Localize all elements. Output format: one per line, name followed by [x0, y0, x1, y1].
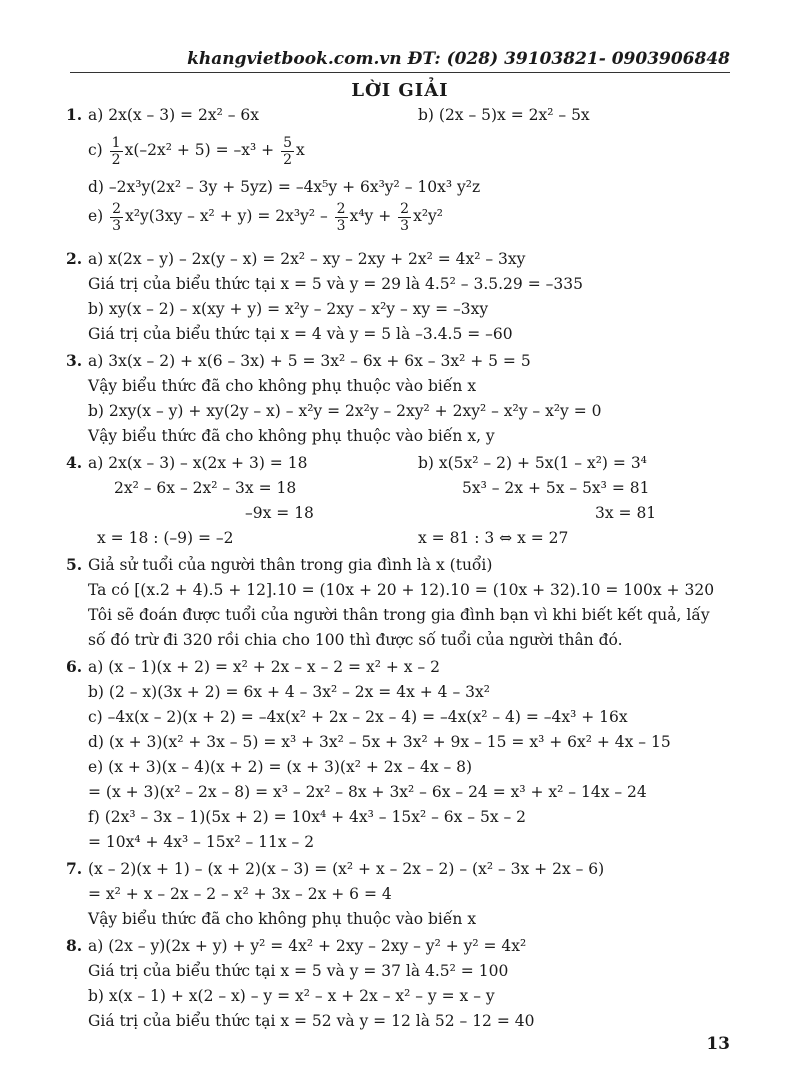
exercise-4b-line-2: 5x³ – 2x + 5x – 5x³ = 81	[462, 479, 650, 497]
exercise-1b: b) (2x – 5)x = 2x² – 5x	[418, 106, 590, 124]
exercise-1-number: 1.	[66, 105, 83, 124]
exercise-1c-tail: x	[296, 141, 305, 159]
fraction-numerator: 2	[336, 200, 346, 217]
exercise-7-number: 7.	[66, 859, 83, 878]
page-header: khangvietbook.com.vn ĐT: (028) 39103821- 0903906848	[187, 49, 730, 69]
fraction-numerator: 1	[111, 134, 121, 151]
fraction-denominator: 3	[112, 217, 122, 234]
exercise-4b-line-3: 3x = 81	[595, 504, 657, 522]
exercise-7-line-1: (x – 2)(x + 1) – (x + 2)(x – 3) = (x² + x – 2x – 2) – (x² – 3x + 2x – 6)	[88, 860, 605, 878]
exercise-8-line-3: b) x(x – 1) + x(2 – x) – y = x² – x + 2x – x² – y = x – y	[88, 987, 495, 1005]
exercise-3-line-3: b) 2xy(x – y) + xy(2y – x) – x²y = 2x²y – 2xy² + 2xy² – x²y – x²y = 0	[88, 402, 602, 420]
exercise-6f-line-2: = 10x⁴ + 4x³ – 15x² – 11x – 2	[88, 833, 315, 851]
exercise-3-line-1: a) 3x(x – 2) + x(6 – 3x) + 5 = 3x² – 6x + 6x – 3x² + 5 = 5	[88, 352, 531, 370]
exercise-1e-tail: x²y²	[413, 207, 444, 225]
fraction-1e-3	[398, 202, 411, 233]
exercise-2-line-1: a) x(2x – y) – 2x(y – x) = 2x² – xy – 2xy + 2x² = 4x² – 3xy	[88, 250, 526, 268]
exercise-8-number: 8.	[66, 936, 83, 955]
exercise-2-number: 2.	[66, 249, 83, 268]
fraction-numerator: 5	[283, 134, 293, 151]
exercise-6b: b) (2 – x)(3x + 2) = 6x + 4 – 3x² – 2x = 4x + 4 – 3x²	[88, 683, 490, 701]
exercise-4a-line-2: 2x² – 6x – 2x² – 3x = 18	[114, 479, 297, 497]
exercise-6e-line-2: = (x + 3)(x² – 2x – 8) = x³ – 2x² – 8x + 3x² – 6x – 24 = x³ + x² – 14x – 24	[88, 783, 647, 801]
fraction-denominator: 3	[336, 217, 346, 234]
exercise-1c	[88, 130, 305, 170]
exercise-5-line-4: số đó trừ đi 320 rồi chia cho 100 thì được số tuổi của người thân đó.	[88, 631, 623, 649]
fraction-numerator: 2	[112, 200, 122, 217]
exercise-1c-label: c)	[88, 141, 103, 159]
exercise-3-number: 3.	[66, 351, 83, 370]
exercise-1c-expression: x(–2x² + 5) = –x³ +	[124, 141, 275, 159]
exercise-6a: a) (x – 1)(x + 2) = x² + 2x – x – 2 = x² + x – 2	[88, 658, 440, 676]
exercise-1d: d) –2x³y(2x² – 3y + 5yz) = –4x⁵y + 6x³y² – 10x³ y²z	[88, 178, 481, 196]
exercise-6d: d) (x + 3)(x² + 3x – 5) = x³ + 3x² – 5x + 3x² + 9x – 15 = x³ + 6x² + 4x – 15	[88, 733, 671, 751]
exercise-8-line-4: Giá trị của biểu thức tại x = 52 và y = 12 là 52 – 12 = 40	[88, 1012, 535, 1030]
exercise-6-number: 6.	[66, 657, 83, 676]
exercise-6f-line-1: f) (2x³ – 3x – 1)(5x + 2) = 10x⁴ + 4x³ – 15x² – 6x – 5x – 2	[88, 808, 527, 826]
exercise-6c: c) –4x(x – 2)(x + 2) = –4x(x² + 2x – 2x – 4) = –4x(x² – 4) = –4x³ + 16x	[88, 708, 628, 726]
exercise-2-line-4: Giá trị của biểu thức tại x = 4 và y = 5 là –3.4.5 = –60	[88, 325, 513, 343]
fraction-1e-1	[110, 202, 123, 233]
exercise-5-line-1: Giả sử tuổi của người thân trong gia đình là x (tuổi)	[88, 556, 493, 574]
exercise-3-line-2: Vậy biểu thức đã cho không phụ thuộc vào biến x	[88, 377, 477, 395]
exercise-1e	[88, 196, 443, 236]
exercise-5-line-3: Tôi sẽ đoán được tuổi của người thân trong gia đình bạn vì khi biết kết quả, lấy	[88, 606, 710, 624]
fraction-denominator: 3	[400, 217, 410, 234]
fraction-1e-2	[335, 202, 348, 233]
exercise-7-line-2: = x² + x – 2x – 2 – x² + 3x – 2x + 6 = 4	[88, 885, 392, 903]
fraction-1c-2	[281, 136, 294, 167]
exercise-1e-expression: x²y(3xy – x² + y) = 2x³y² –	[125, 207, 328, 225]
exercise-1a: a) 2x(x – 3) = 2x² – 6x	[88, 106, 259, 124]
exercise-4a-line-3: –9x = 18	[245, 504, 314, 522]
page-number: 13	[706, 1034, 730, 1054]
exercise-8-line-1: a) (2x – y)(2x + y) + y² = 4x² + 2xy – 2xy – y² + y² = 4x²	[88, 937, 527, 955]
header-rule	[70, 72, 730, 73]
exercise-2-line-2: Giá trị của biểu thức tại x = 5 và y = 29 là 4.5² – 3.5.29 = –335	[88, 275, 583, 293]
exercise-4-number: 4.	[66, 453, 83, 472]
exercise-3-line-4: Vậy biểu thức đã cho không phụ thuộc vào biến x, y	[88, 427, 495, 445]
exercise-6e-line-1: e) (x + 3)(x – 4)(x + 2) = (x + 3)(x² + 2x – 4x – 8)	[88, 758, 473, 776]
fraction-denominator: 2	[283, 151, 293, 168]
exercise-8-line-2: Giá trị của biểu thức tại x = 5 và y = 37 là 4.5² = 100	[88, 962, 509, 980]
exercise-1e-middle: x⁴y +	[349, 207, 392, 225]
exercise-4b-line-4: x = 81 : 3 ⇔ x = 27	[418, 529, 569, 547]
exercise-2-line-3: b) xy(x – 2) – x(xy + y) = x²y – 2xy – x²y – xy = –3xy	[88, 300, 489, 318]
exercise-5-number: 5.	[66, 555, 83, 574]
fraction-denominator: 2	[111, 151, 121, 168]
fraction-numerator: 2	[400, 200, 410, 217]
section-title: LỜI GIẢI	[351, 80, 449, 101]
exercise-4a-line-4: x = 18 : (–9) = –2	[97, 529, 234, 547]
exercise-4b-line-1: b) x(5x² – 2) + 5x(1 – x²) = 3⁴	[418, 454, 647, 472]
exercise-5-line-2: Ta có [(x.2 + 4).5 + 12].10 = (10x + 20 + 12).10 = (10x + 32).10 = 100x + 320	[88, 581, 715, 599]
exercise-4a-line-1: a) 2x(x – 3) – x(2x + 3) = 18	[88, 454, 308, 472]
exercise-7-line-3: Vậy biểu thức đã cho không phụ thuộc vào biến x	[88, 910, 477, 928]
fraction-1c-1	[110, 136, 123, 167]
exercise-1e-label: e)	[88, 207, 104, 225]
